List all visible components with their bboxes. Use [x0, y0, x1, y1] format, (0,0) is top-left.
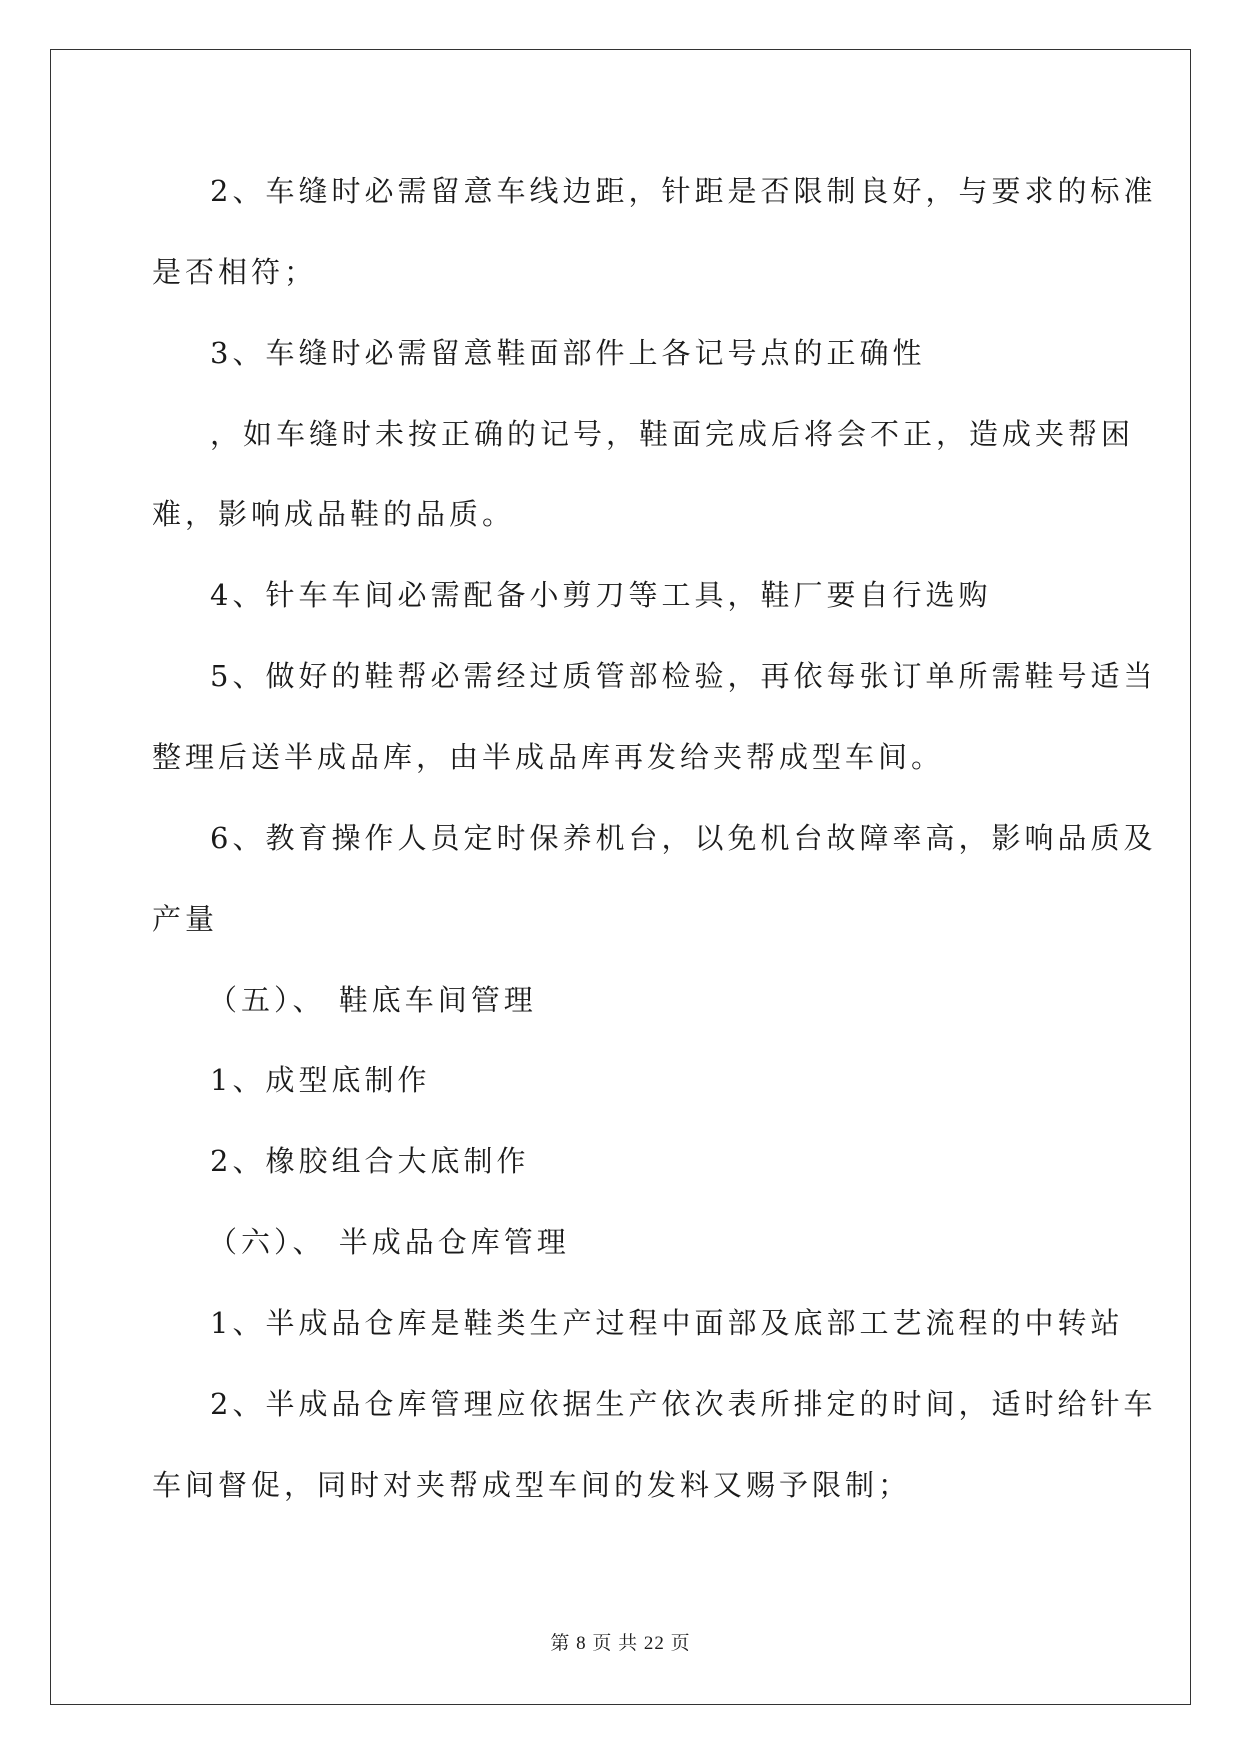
paragraph-line: 4、针车车间必需配备小剪刀等工具，鞋厂要自行选购 [210, 578, 992, 612]
paragraph-line: 2、橡胶组合大底制作 [210, 1144, 530, 1178]
section-heading: （五）、 鞋底车间管理 [208, 983, 537, 1017]
paragraph-line: 3、车缝时必需留意鞋面部件上各记号点的正确性 [210, 336, 926, 370]
section-heading: （六）、 半成品仓库管理 [208, 1225, 570, 1259]
paragraph-line: 2、车缝时必需留意车线边距，针距是否限制良好，与要求的标准 [210, 174, 1157, 208]
paragraph-line: 1、成型底制作 [210, 1063, 431, 1097]
paragraph-line: ，如车缝时未按正确的记号，鞋面完成后将会不正，造成夹帮困 [210, 417, 1135, 451]
paragraph-line: 整理后送半成品库，由半成品库再发给夹帮成型车间。 [152, 740, 945, 774]
paragraph-line: 产量 [152, 902, 219, 936]
paragraph-line: 2、半成品仓库管理应依据生产依次表所排定的时间，适时给针车 [210, 1387, 1157, 1421]
paragraph-line: 是否相符； [152, 255, 318, 289]
page-footer: 第 8 页 共 22 页 [550, 1633, 691, 1654]
paragraph-line: 难，影响成品鞋的品质。 [152, 497, 516, 531]
paragraph-line: 1、半成品仓库是鞋类生产过程中面部及底部工艺流程的中转站 [210, 1306, 1124, 1340]
paragraph-line: 5、做好的鞋帮必需经过质管部检验，再依每张订单所需鞋号适当 [210, 659, 1157, 693]
page-border [50, 49, 1191, 1705]
paragraph-line: 车间督促，同时对夹帮成型车间的发料又赐予限制； [152, 1468, 912, 1502]
paragraph-line: 6、教育操作人员定时保养机台，以免机台故障率高，影响品质及 [210, 821, 1157, 855]
